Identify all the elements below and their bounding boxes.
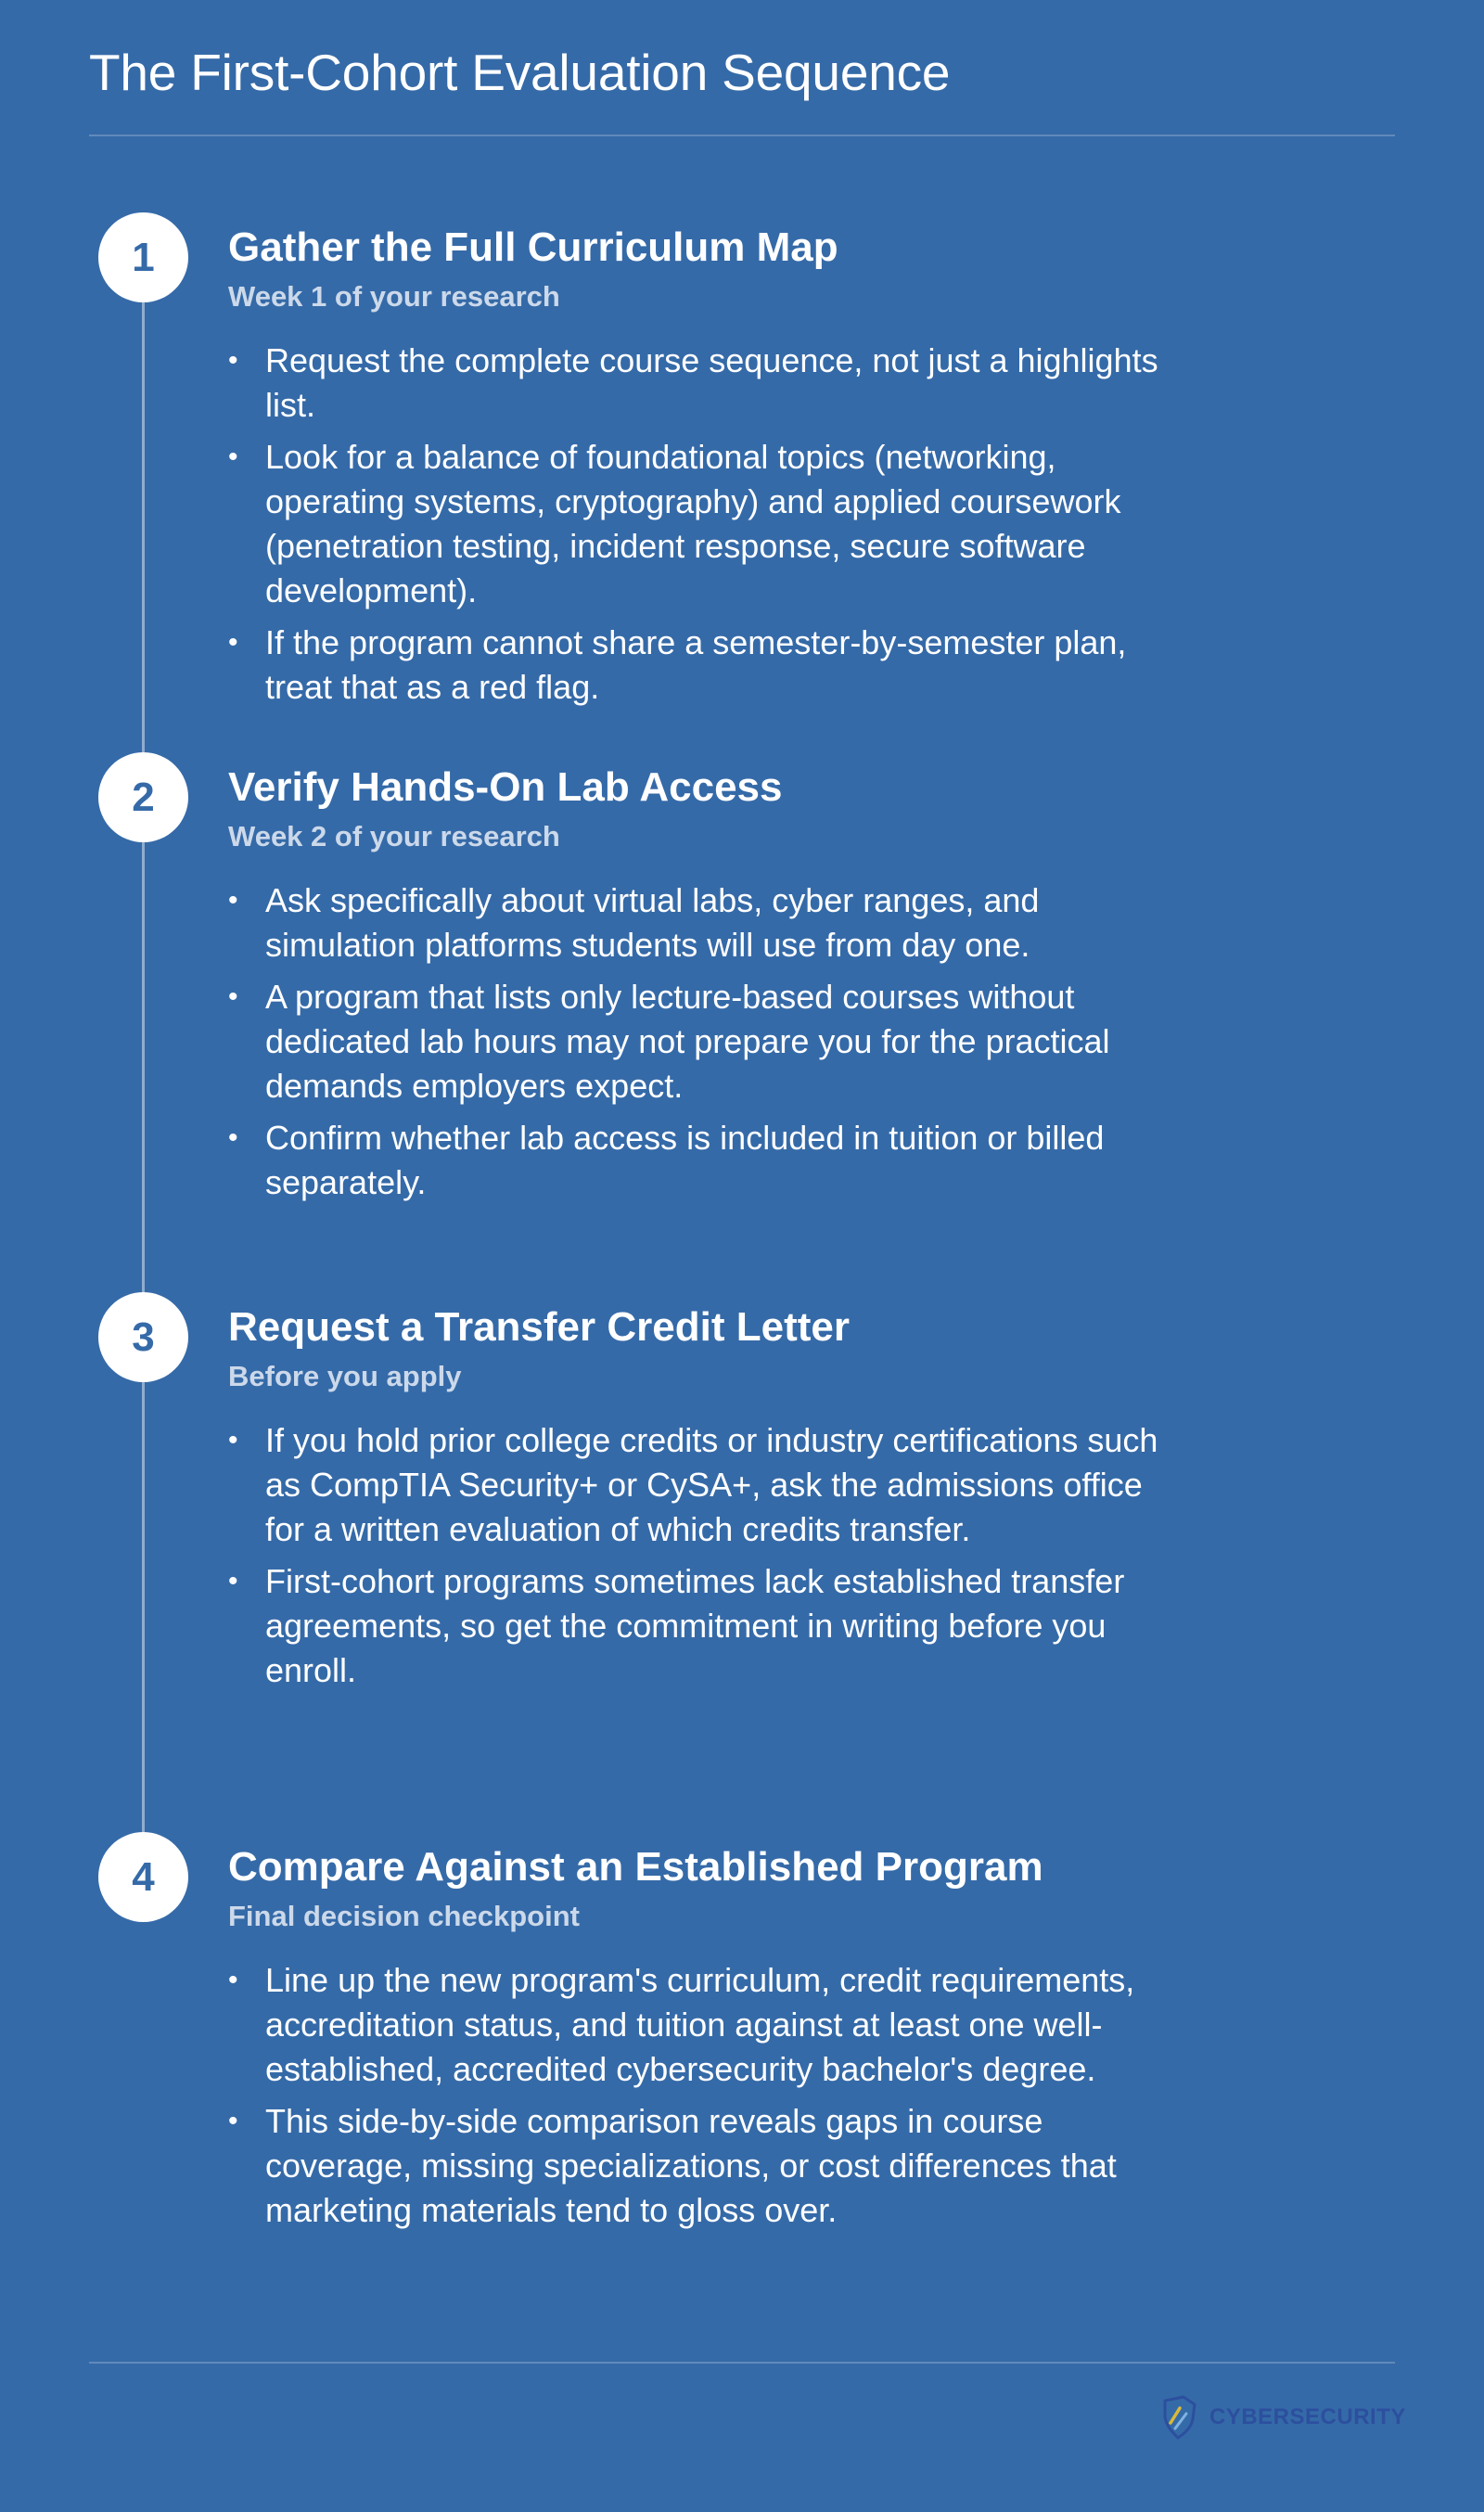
- step-title: Gather the Full Curriculum Map: [228, 224, 838, 270]
- page-title: The First-Cohort Evaluation Sequence: [89, 44, 951, 101]
- step-title: Verify Hands-On Lab Access: [228, 764, 783, 810]
- step-bullet-list: [228, 1418, 1183, 1700]
- step-bullet: • A program that lists only lecture-based courses without dedicated lab hours may not prepare you for the practical demands employers expect.: [228, 975, 1183, 1109]
- step-bullet-list: [228, 339, 1183, 717]
- step-subtitle: Final decision checkpoint: [228, 1900, 580, 1932]
- header-divider: [89, 135, 1395, 136]
- brand-logo: [1159, 2395, 1406, 2440]
- step-bullet: • This side-by-side comparison reveals gaps in course coverage, missing specializations, or cost differences that marketing materials tend to gloss over.: [228, 2099, 1183, 2233]
- step-bullet: • Confirm whether lab access is included in tuition or billed separately.: [228, 1116, 1183, 1205]
- footer-divider: [89, 2362, 1395, 2364]
- brand-label: CYBERSECURITY: [1209, 2404, 1406, 2429]
- step-subtitle: Week 2 of your research: [228, 820, 560, 852]
- shield-logo-icon: [1159, 2395, 1200, 2440]
- step-number-badge: 3: [98, 1292, 188, 1382]
- step-bullet: • Request the complete course sequence, not just a highlights list.: [228, 339, 1183, 428]
- step-bullet-list: [228, 878, 1183, 1212]
- step-subtitle: Before you apply: [228, 1360, 462, 1392]
- step-number-badge: 2: [98, 752, 188, 842]
- step-bullet: • Ask specifically about virtual labs, cyber ranges, and simulation platforms students will use from day one.: [228, 878, 1183, 968]
- step-number-badge: 4: [98, 1832, 188, 1922]
- step-number-badge: 1: [98, 212, 188, 302]
- timeline-line: [142, 256, 145, 1877]
- step-title: Request a Transfer Credit Letter: [228, 1304, 850, 1350]
- step-title: Compare Against an Established Program: [228, 1844, 1043, 1890]
- step-subtitle: Week 1 of your research: [228, 280, 560, 313]
- step-bullet: • If you hold prior college credits or industry certifications such as CompTIA Security+ or CySA+, ask the admissions office for a written evaluation of which credits transfer.: [228, 1418, 1183, 1552]
- step-bullet-list: [228, 1958, 1183, 2240]
- step-bullet: • Look for a balance of foundational topics (networking, operating systems, cryptography) and applied coursework (penetration testing, incident response, secure software development).: [228, 435, 1183, 613]
- step-bullet: • If the program cannot share a semester-by-semester plan, treat that as a red flag.: [228, 621, 1183, 710]
- step-bullet: • Line up the new program's curriculum, credit requirements, accreditation status, and tuition against at least one well-established, accredited cybersecurity bachelor's degree.: [228, 1958, 1183, 2092]
- step-bullet: • First-cohort programs sometimes lack established transfer agreements, so get the commitment in writing before you enroll.: [228, 1559, 1183, 1693]
